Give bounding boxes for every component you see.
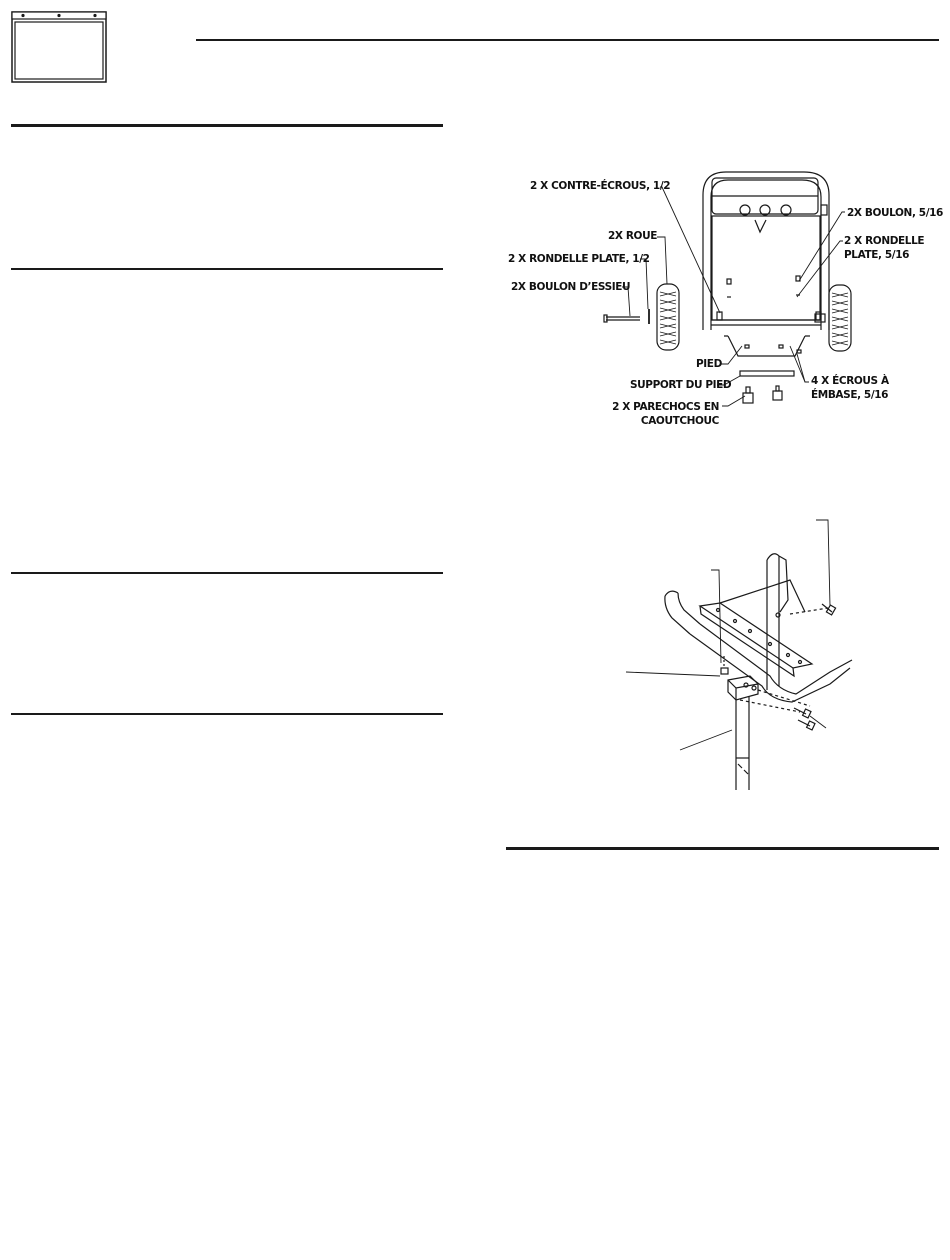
label-rubber-bumpers-1: 2 X PARECHOCS EN <box>612 401 719 413</box>
label-lock-nuts: 2 X CONTRE-ÉCROUS, 1/2 <box>530 180 671 192</box>
label-flat-washer-516-2: PLATE, 5/16 <box>844 249 910 261</box>
label-axle-bolt: 2X BOULON D’ESSIEU <box>511 281 631 293</box>
manual-page-icon <box>11 11 107 83</box>
handle-assembly-drawing <box>600 510 860 810</box>
section-rule-1 <box>11 124 443 127</box>
label-rubber-bumpers-2: CAOUTCHOUC <box>640 415 719 427</box>
label-wheel: 2X ROUE <box>608 230 657 242</box>
label-bolt-516: 2X BOULON, 5/16 <box>847 207 943 219</box>
label-flange-nuts-2: ÉMBASE, 5/16 <box>811 389 889 401</box>
label-foot: PIED <box>696 358 722 370</box>
header-rule <box>196 39 939 41</box>
section-rule-2 <box>11 268 443 270</box>
wheel-kit-drawing <box>500 160 940 450</box>
section-rule-3 <box>11 572 443 574</box>
section-rule-5 <box>506 847 939 850</box>
section-rule-4 <box>11 713 443 715</box>
label-flat-washer-516-1: 2 X RONDELLE <box>844 235 925 247</box>
label-flat-washer-half: 2 X RONDELLE PLATE, 1/2 <box>508 253 650 265</box>
handle-assembly-diagram <box>600 510 860 810</box>
label-foot-support: SUPPORT DU PIED <box>630 379 732 391</box>
wheel-kit-diagram <box>500 160 940 450</box>
label-flange-nuts-1: 4 X ÉCROUS À <box>811 375 889 387</box>
